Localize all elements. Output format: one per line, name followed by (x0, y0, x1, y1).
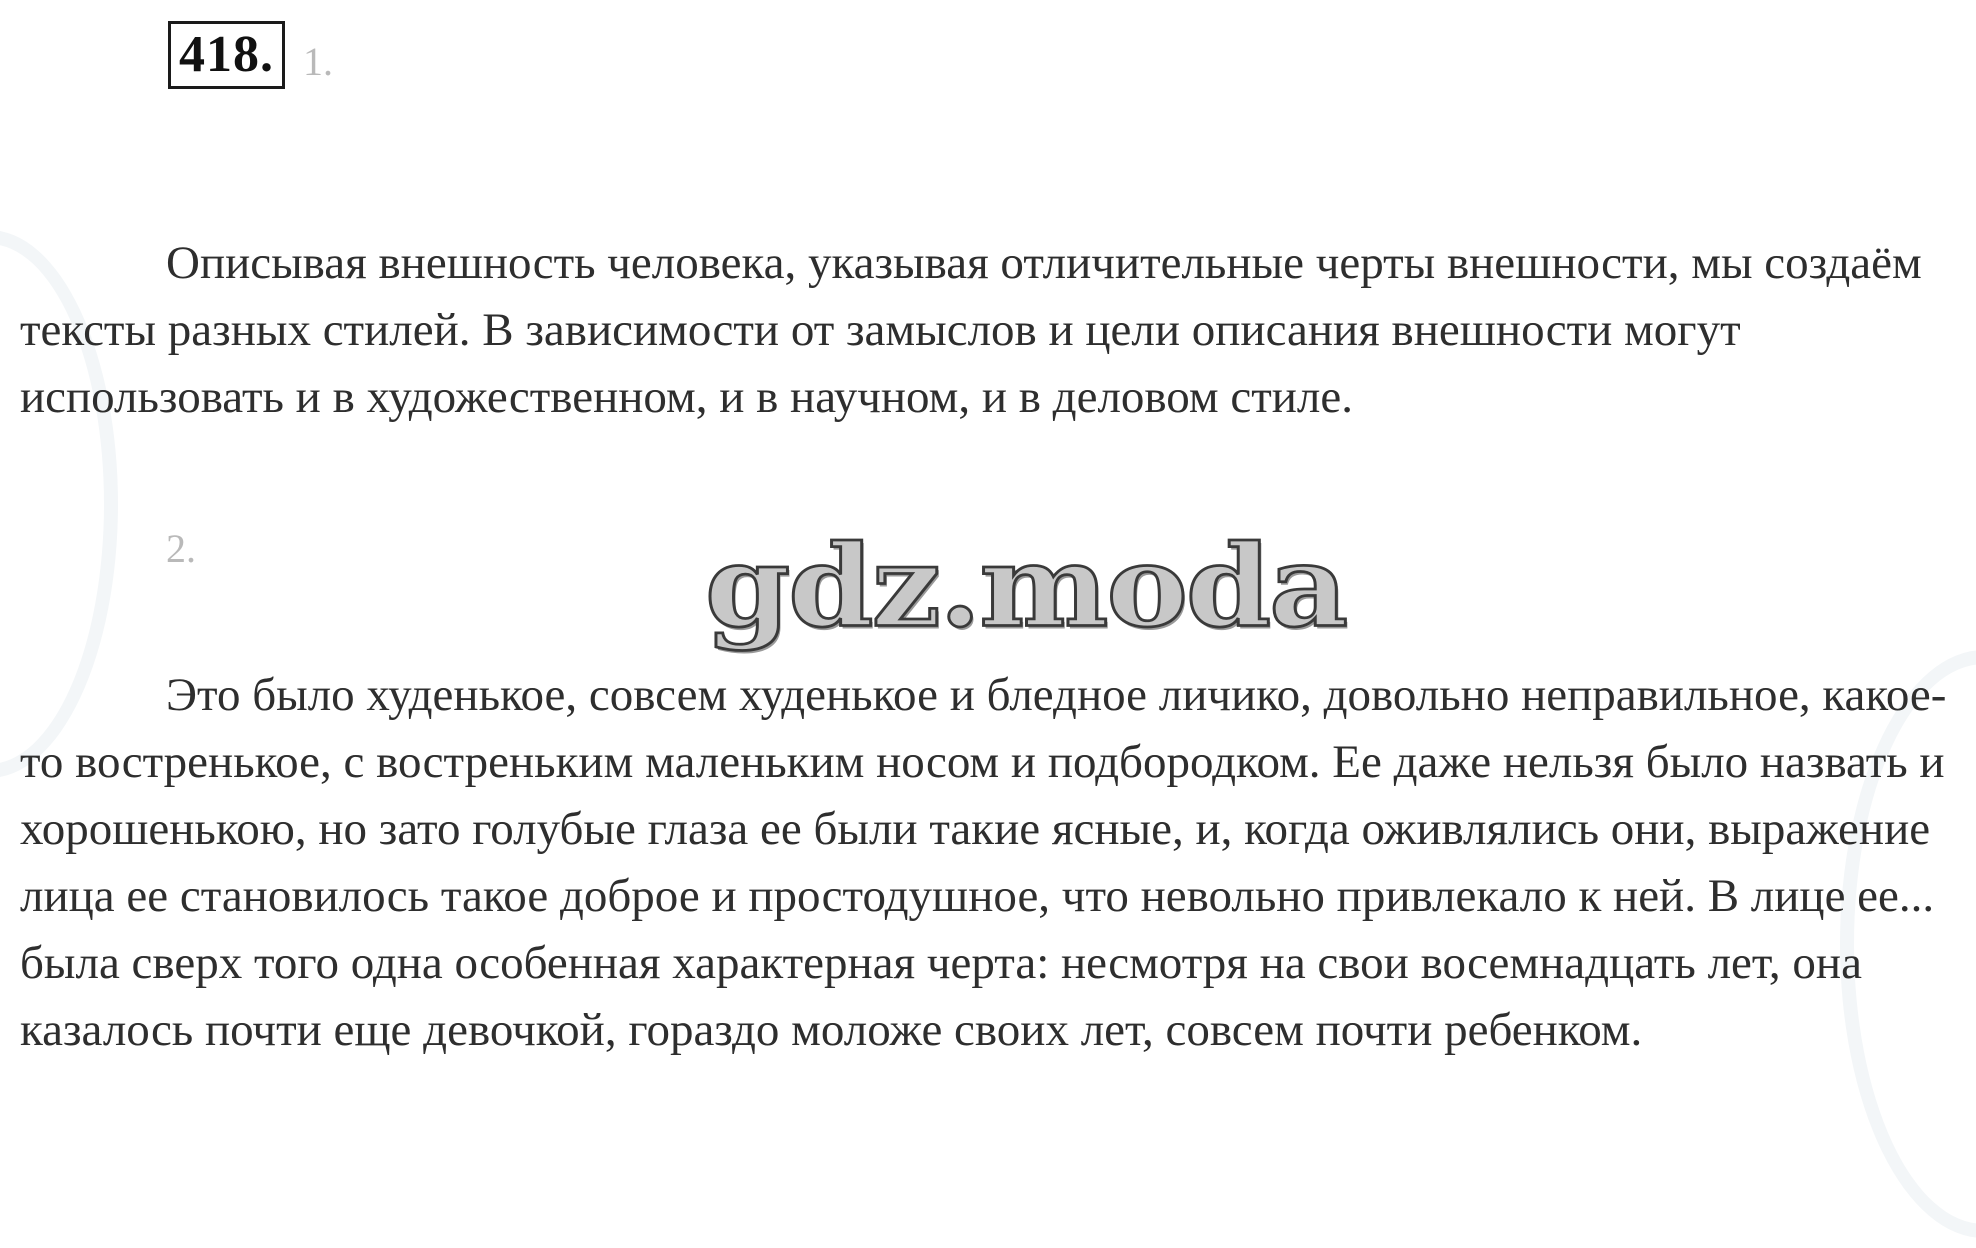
answer-paragraph-2: Это было худенькое, совсем худенькое и бледное личико, довольно неправильное, какое-то востренькое, с востреньким маленьким носом и подбородком. Ее даже нельзя было назвать и хорошенькою, но зато голубые глаза ее были такие ясные, и, когда оживлялись они, выражение лица ее становилось такое доброе и простодушное, что невольно привлекало к ней. В лице ее... была сверх того одна особенная характерная черта: несмотря на свои восемнадцать лет, она казалось почти еще девочкой, гораздо моложе своих лет, совсем почти ребенком. (20, 669, 1947, 1056)
exercise-header (168, 20, 333, 90)
part-1-label: 1. (303, 38, 333, 84)
watermark-logo: gdz.moda (705, 519, 1347, 653)
exercise-number: 418. (168, 21, 285, 89)
answer-paragraph-1: Описывая внешность человека, указывая отличительные черты внешности, мы создаём тексты разных стилей. В зависимости от замыслов и цели описания внешности могут использовать и в художественном, и в научном, и в деловом стиле. (20, 237, 1922, 423)
part-2-label: 2. (166, 526, 196, 571)
